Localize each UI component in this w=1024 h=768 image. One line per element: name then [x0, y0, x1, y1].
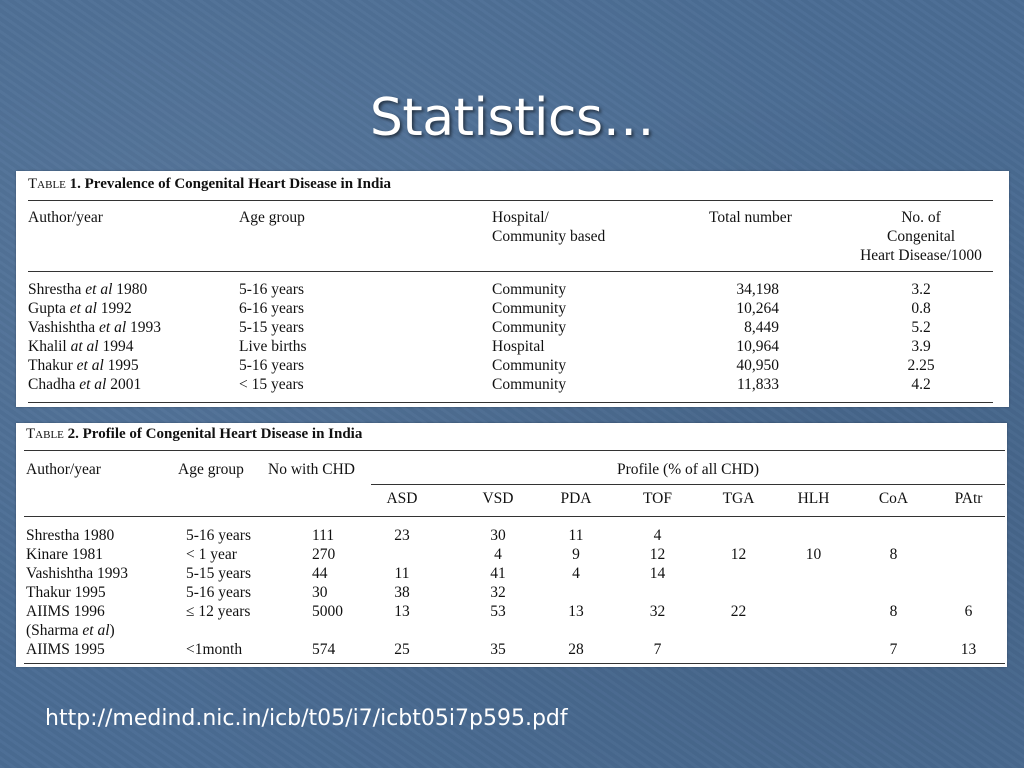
- t2-cell-value: 23: [394, 527, 410, 544]
- t2-header-no: No with CHD: [268, 461, 355, 478]
- t1-cell-type: Community: [492, 319, 567, 336]
- t2-cell-value: 7: [653, 641, 662, 658]
- t2-cell-value: 8: [889, 603, 898, 620]
- t1-header-total: Total number: [709, 209, 792, 226]
- table1-header-rule: [28, 271, 993, 272]
- t1-cell-author: [28, 338, 134, 356]
- t2-subheader: HLH: [797, 490, 830, 507]
- t1-header-hosp-line2: Community based: [492, 228, 606, 245]
- t2-cell-value: 14: [649, 565, 666, 582]
- t1-header-chd-line2: Congenital: [886, 228, 956, 245]
- t2-cell-value: 30: [490, 527, 506, 544]
- t1-cell-rate: 0.8: [911, 300, 931, 317]
- t1-author-year: 2001: [106, 376, 142, 393]
- t1-header-hosp-line1: Hospital/: [492, 209, 549, 226]
- t1-author-etal: et al: [65, 300, 97, 317]
- t1-cell-author: [28, 281, 147, 299]
- t1-author-year: 1993: [126, 319, 162, 336]
- t2-cell-age: 5-15 years: [186, 565, 251, 582]
- t1-author-name: Thakur: [28, 357, 73, 374]
- table2-profile-rule: [371, 484, 1005, 485]
- t2-cell-value: 10: [805, 546, 822, 563]
- t2-cell-value: 12: [649, 546, 666, 563]
- t1-author-year: 1995: [103, 357, 139, 374]
- t1-cell-rate: 2.25: [907, 357, 935, 374]
- t2-aiims-note-etal: et al: [82, 622, 110, 639]
- t1-cell-type: Community: [492, 376, 567, 393]
- t1-cell-author: [28, 300, 132, 318]
- t2-cell-value: 12: [730, 546, 747, 563]
- t2-subheader: PDA: [560, 490, 592, 507]
- t1-cell-age: 5-16 years: [239, 281, 304, 298]
- t1-author-etal: at al: [66, 338, 99, 355]
- t1-author-name: Khalil: [28, 338, 67, 355]
- t2-subheader: ASD: [386, 490, 418, 507]
- t1-author-year: 1980: [112, 281, 148, 298]
- t1-cell-age: < 15 years: [239, 376, 304, 393]
- t1-cell-type: Community: [492, 281, 567, 298]
- t2-subheader: TOF: [642, 490, 672, 507]
- t1-author-year: 1994: [98, 338, 134, 355]
- t2-subheader: CoA: [878, 490, 909, 507]
- t1-cell-type: Community: [492, 300, 567, 317]
- t2-cell-no: 270: [312, 546, 336, 563]
- t2-cell-value: 4: [572, 565, 580, 582]
- t2-cell-no: 30: [312, 584, 328, 601]
- t1-author-name: Chadha: [28, 376, 76, 393]
- t1-cell-type: Hospital: [492, 338, 545, 355]
- t2-cell-value: 4: [494, 546, 502, 563]
- t2-aiims-note-close: ): [109, 622, 115, 639]
- t2-cell-value: 22: [730, 603, 747, 620]
- table2-caption-prefix: Table: [26, 426, 64, 442]
- t2-cell-value: 35: [490, 641, 506, 658]
- t1-author-name: Shrestha: [28, 281, 82, 298]
- t1-cell-author: [28, 357, 139, 375]
- t2-cell-value: 13: [394, 603, 410, 620]
- t1-cell-rate: 4.2: [911, 376, 931, 393]
- t2-cell-value: 53: [490, 603, 506, 620]
- t2-subheader: TGA: [722, 490, 755, 507]
- t1-header-chd-line1: No. of: [901, 209, 941, 226]
- t2-header-profile: Profile (% of all CHD): [616, 461, 760, 478]
- t2-header-author: Author/year: [26, 461, 101, 478]
- t2-cell-age: 5-16 years: [186, 584, 251, 601]
- t2-aiims-note-open: (Sharma: [26, 622, 83, 639]
- t2-cell-no: 111: [312, 527, 335, 544]
- t1-cell-rate: 3.9: [911, 338, 931, 355]
- prevalence-table: [16, 171, 1009, 407]
- t2-aiims-note: [26, 622, 115, 640]
- t2-subheader: PAtr: [954, 490, 983, 507]
- t2-cell-value: 28: [568, 641, 584, 658]
- table2-bottom-rule: [24, 663, 1005, 664]
- table1-caption-prefix: Table: [28, 176, 66, 192]
- t2-cell-value: 8: [889, 546, 898, 563]
- t2-cell-value: 11: [394, 565, 410, 582]
- table1-caption: [28, 176, 391, 193]
- t2-cell-value: 25: [394, 641, 410, 658]
- profile-table: [16, 423, 1007, 667]
- t1-cell-age: 5-16 years: [239, 357, 304, 374]
- t2-cell-no: 574: [312, 641, 336, 658]
- t1-cell-age: 5-15 years: [239, 319, 304, 336]
- t2-cell-value: 13: [568, 603, 584, 620]
- t2-header-age: Age group: [178, 461, 244, 478]
- t2-cell-no: 44: [312, 565, 328, 582]
- t1-author-name: Gupta: [28, 300, 66, 317]
- t2-cell-value: 13: [960, 641, 977, 658]
- t2-cell-author: AIIMS 1996: [26, 603, 105, 620]
- table2-caption: [26, 426, 362, 443]
- t1-header-chd-line3: Heart Disease/1000: [860, 247, 982, 264]
- t1-author-etal: et al: [95, 319, 127, 336]
- table2-top-rule: [24, 450, 1005, 451]
- table2-header-rule: [24, 516, 1005, 517]
- t1-header-age: Age group: [239, 209, 305, 226]
- t2-cell-value: 32: [490, 584, 506, 601]
- t2-cell-age: < 1 year: [186, 546, 237, 563]
- table2-caption-title: 2. Profile of Congenital Heart Disease in India: [63, 426, 363, 442]
- t2-cell-author: Kinare 1981: [26, 546, 104, 563]
- t1-cell-total: 8,449: [744, 319, 779, 336]
- t2-cell-value: 4: [653, 527, 662, 544]
- t1-author-etal: et al: [75, 376, 107, 393]
- t1-cell-author: [28, 376, 141, 394]
- t2-cell-age: 5-16 years: [186, 527, 251, 544]
- t1-cell-rate: 3.2: [911, 281, 931, 298]
- t1-author-etal: et al: [81, 281, 113, 298]
- t1-cell-age: 6-16 years: [239, 300, 304, 317]
- t2-cell-author: Shrestha 1980: [26, 527, 115, 544]
- t1-author-etal: et al: [72, 357, 104, 374]
- t2-cell-author: Thakur 1995: [26, 584, 106, 601]
- t2-cell-value: 9: [572, 546, 580, 563]
- t1-author-name: Vashishtha: [28, 319, 96, 336]
- table1-bottom-rule: [28, 402, 993, 403]
- t1-header-author: Author/year: [28, 209, 103, 226]
- t2-cell-value: 6: [964, 603, 973, 620]
- t1-cell-author: [28, 319, 161, 337]
- t1-cell-type: Community: [492, 357, 567, 374]
- t2-cell-value: 7: [889, 641, 898, 658]
- t2-cell-value: 38: [394, 584, 410, 601]
- t1-cell-rate: 5.2: [911, 319, 931, 336]
- t2-cell-author: Vashishtha 1993: [26, 565, 129, 582]
- t2-subheader: VSD: [482, 490, 514, 507]
- t1-cell-age: Live births: [239, 338, 307, 355]
- t1-cell-total: 40,950: [736, 357, 779, 374]
- table1-top-rule: [28, 200, 993, 201]
- t2-cell-age: <1month: [186, 641, 243, 658]
- table1-caption-title: 1. Prevalence of Congenital Heart Disease in India: [65, 176, 391, 192]
- t2-cell-no: 5000: [312, 603, 343, 620]
- slide-title: Statistics…: [369, 88, 655, 148]
- source-url[interactable]: http://medind.nic.in/icb/t05/i7/icbt05i7p595.pdf: [45, 706, 568, 731]
- t2-cell-value: 41: [490, 565, 506, 582]
- t2-cell-age: ≤ 12 years: [186, 603, 251, 620]
- t2-cell-value: 11: [568, 527, 584, 544]
- t1-cell-total: 11,833: [736, 376, 779, 393]
- t1-cell-total: 10,264: [736, 300, 779, 317]
- t2-cell-author: AIIMS 1995: [26, 641, 105, 658]
- t1-author-year: 1992: [96, 300, 132, 317]
- t1-cell-total: 10,964: [736, 338, 779, 355]
- t1-cell-total: 34,198: [736, 281, 779, 298]
- t2-cell-value: 32: [649, 603, 666, 620]
